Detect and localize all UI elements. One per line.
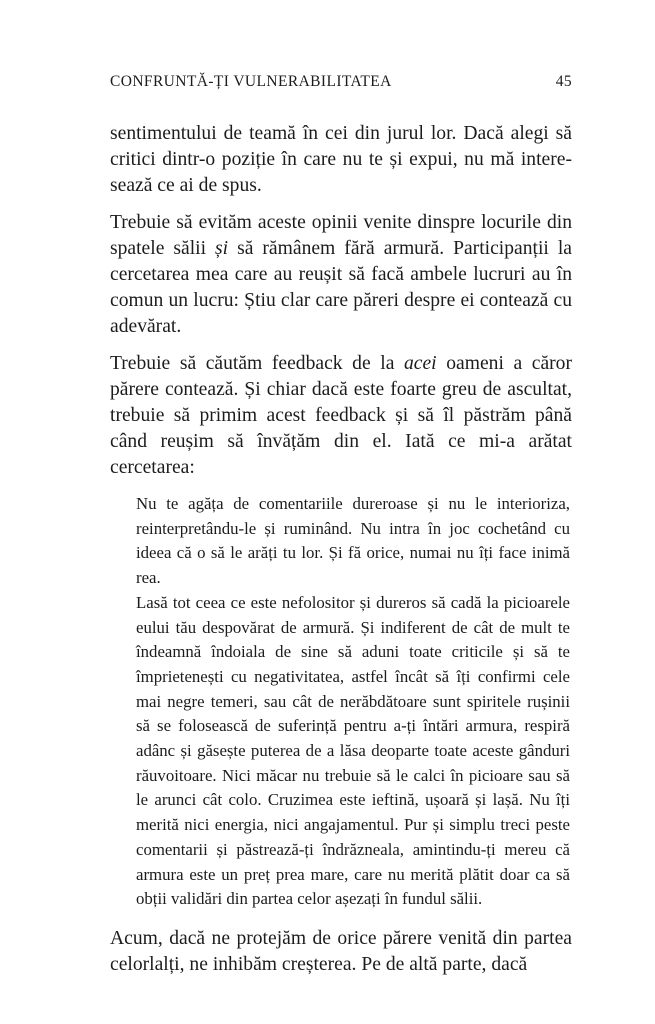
paragraph-2-text-before: Trebuie să evităm aceste opinii venite dinspre locurile din spatele sălii — [110, 212, 572, 259]
paragraph-3-text-before: Trebuie să căutăm feedback de la — [110, 353, 404, 374]
quote-paragraph-1: Nu te agăța de comentariile dureroase și nu le interioriza, reinterpretându-le și ruminând. Nu intra în joc cochetând cu ideea că o să le arăți tu lor. Și fă orice, numai nu îți face inimă rea. — [136, 494, 570, 588]
paragraph-3-emphasis: acei — [403, 353, 437, 374]
page-number: 45 — [555, 73, 572, 90]
quote-paragraph-2: Lasă tot ceea ce este nefolositor și dureros să cadă la picioarele eului tău despovărat de armură. Și indiferent de cât de mult te îndeamnă îndoiala de sine să aduni toate criticile și să te împrietenești cu negativitatea, astfel încât să îți confirmi cele mai negre temeri, sau cât de nerăbdătoare sunt spiritele rușinii să se folosească de suferință pentru a-ți întări armura, respiră adânc și găsește puterea de a lăsa deoparte toate aceste gânduri răuvoitoare. Nici măcar nu trebuie să le calci în picioare sau să le arunci cât colo. Cruzimea este ieftină, ușoară și lașă. Nu îți merită nici energia, nici angajamentul. Pur și simplu treci peste comentarii și păstrează-ți îndrăzneala, amintindu-ți mereu că armura este un preț prea mare, care nu merită plătit doar ca să obții validări din partea celor așezați în fundul sălii. — [136, 592, 570, 909]
page-body — [110, 121, 572, 989]
closing-paragraph: Acum, dacă ne protejăm de orice părere venită din partea celorlalți, ne inhibăm creșterea. Pe de altă parte, dacă — [110, 927, 572, 975]
running-header — [110, 73, 572, 93]
paragraph-2-text-after: să rămânem fără armură. Participanții la cercetarea mea care au reușit să facă ambele lucruri au în comun un lucru: Știu clar care păreri despre ei contează cu adevărat. — [110, 238, 572, 337]
paragraph-2-emphasis: și — [215, 238, 229, 259]
paragraph-2 — [110, 210, 572, 340]
block-quote — [136, 492, 570, 912]
book-page — [110, 0, 572, 1024]
paragraph-1: sentimentului de teamă în cei din jurul lor. Dacă alegi să critici dintr-o poziție în care nu te și expui, nu mă interesează ce ai de spus. — [110, 123, 572, 196]
paragraph-3 — [110, 351, 572, 481]
chapter-title: CONFRUNTĂ-ȚI VULNERABILITATEA — [110, 73, 392, 90]
paragraph-3-text-after: oameni a căror părere contează. Și chiar dacă este foarte greu de ascultat, trebuie să primim acest feedback și să îl păstrăm până când reușim să învățăm din el. Iată ce mi-a arătat cercetarea: — [110, 353, 572, 478]
